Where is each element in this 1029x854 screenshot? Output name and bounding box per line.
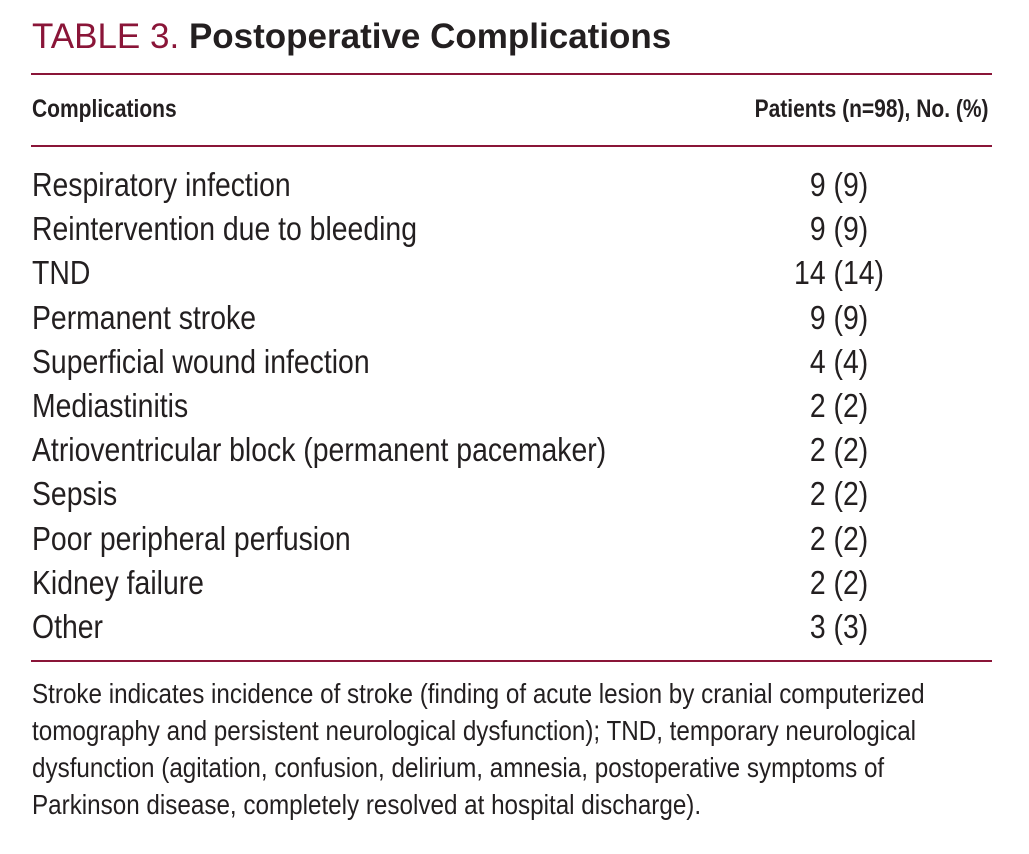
complication-cell: Reintervention due to bleeding: [32, 210, 417, 248]
complication-cell: Mediastinitis: [32, 386, 189, 424]
table-row: [0, 340, 1029, 384]
patients-cell: 2 (2): [809, 519, 869, 557]
complication-cell: TND: [32, 254, 91, 292]
patients-cell: 9 (9): [809, 166, 869, 203]
patients-cell: 2 (2): [809, 386, 869, 424]
table-row: [0, 428, 1029, 472]
table-row: [0, 296, 1029, 340]
table-row: [0, 207, 1029, 251]
complication-cell: Poor peripheral perfusion: [32, 519, 351, 557]
complication-cell: Kidney failure: [32, 563, 204, 601]
table-footnote: Stroke indicates incidence of stroke (finding of acute lesion by cranial computerized tomography and persistent neurological dysfunction); TND, temporary neurological dysfunction (agitation, confusion, delirium, amnesia, postoperative symptoms of Parkinson disease, completely resolved at hospital discharge).: [32, 678, 925, 820]
table-body: [0, 163, 1029, 649]
patients-cell: 2 (2): [809, 563, 869, 601]
table-title-text: Postoperative Complications: [188, 17, 672, 56]
patients-cell: 2 (2): [809, 475, 869, 513]
column-header-patients: Patients (n=98), No. (%): [755, 95, 989, 123]
complication-cell: Sepsis: [32, 475, 118, 513]
table-number: TABLE 3.: [32, 17, 180, 56]
column-header-complications: Complications: [32, 95, 177, 123]
patients-cell: 2 (2): [809, 431, 869, 469]
bottom-rule: [31, 660, 992, 662]
complication-cell: Respiratory infection: [32, 166, 291, 203]
table-title: [32, 14, 671, 60]
complication-cell: Superficial wound infection: [32, 342, 370, 380]
header-rule: [31, 145, 992, 147]
table-row: [0, 384, 1029, 428]
complication-cell: Other: [32, 607, 103, 645]
patients-cell: 9 (9): [809, 298, 869, 336]
table-row: [0, 561, 1029, 605]
top-rule: [31, 73, 992, 75]
table-row: [0, 163, 1029, 207]
complication-cell: Permanent stroke: [32, 298, 257, 336]
table-row: [0, 472, 1029, 516]
table-row: [0, 605, 1029, 649]
patients-cell: 9 (9): [809, 210, 869, 248]
table-row: [0, 517, 1029, 561]
patients-cell: 3 (3): [809, 607, 869, 645]
patients-cell: 14 (14): [794, 254, 884, 292]
table-row: [0, 251, 1029, 295]
patients-cell: 4 (4): [809, 342, 869, 380]
complication-cell: Atrioventricular block (permanent pacemaker): [32, 431, 607, 469]
